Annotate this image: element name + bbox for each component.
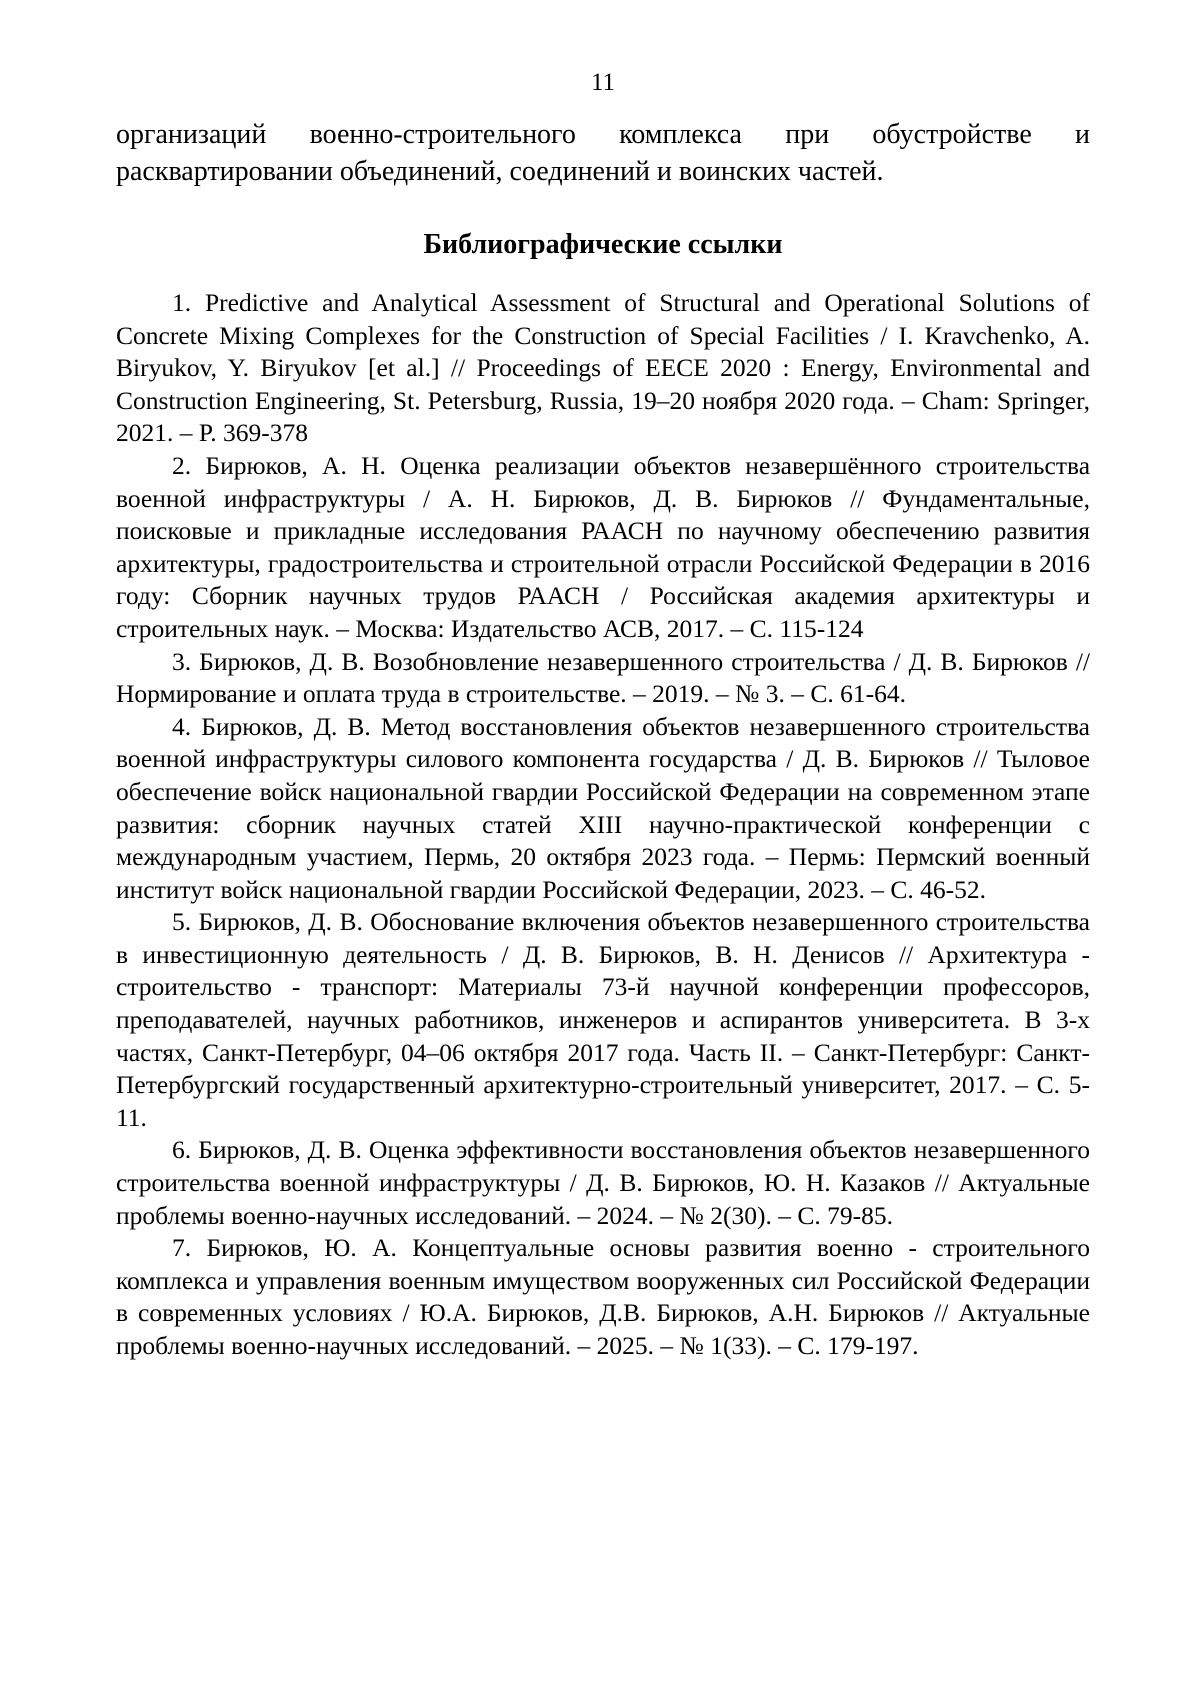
reference-item [116, 1232, 1090, 1362]
reference-item [116, 450, 1090, 646]
reference-list [116, 287, 1090, 1363]
page-number: 11 [590, 69, 616, 96]
reference-item [116, 711, 1090, 907]
reference-text: Бирюков, Д. В. Обоснование включения объектов незавершенного строительства в инвестиционную деятельность / Д. В. Бирюков, В. Н. Денисов // Архитектура - строительство - транспорт: Материалы 73-й научной конференции профессоров, преподавателей, научных работников, инженеров и аспирантов университета. В 3-х частях, Санкт-Петербург, 04–06 октября 2017 года. Часть II. – Санкт-Петербург: Санкт-Петербургский государственный архитектурно-строительный университет, 2017. – С. 5-11. [116, 907, 1091, 1132]
document-page [116, 68, 1090, 1363]
reference-text: Predictive and Analytical Assessment of Structural and Operational Solutions of Concrete Mixing Complexes for the Construction of Special Facilities / I. Kravchenko, A. Biryukov, Y. Biryukov [et al.] // Proceedings of EECE 2020 : Energy, Environmental and Construction Engineering, St. Petersburg, Russia, 19–20 ноября 2020 года. – Cham: Springer, 2021. – P. 369-378 [116, 288, 1090, 448]
bibliography-heading: Библиографические ссылки [423, 229, 783, 260]
reference-text: Бирюков, Ю. А. Концептуальные основы развития военно - строительного комплекса и управления военным имуществом вооруженных сил Российской Федерации в современных условиях / Ю.А. Бирюков, Д.В. Бирюков, А.Н. Бирюков // Актуальные проблемы военно-научных исследований. – 2025. – № 1(33). – С. 179-197. [116, 1233, 1090, 1360]
intro-paragraph: организаций военно-строительного комплекса при обустройстве и расквартировании объединений, соединений и воинских частей. [116, 119, 1090, 187]
reference-number: 3. [172, 646, 192, 676]
reference-number: 7. [172, 1233, 192, 1263]
reference-number: 1. [172, 288, 192, 317]
reference-text: Бирюков, А. Н. Оценка реализации объектов незавершённого строительства военной инфраструктуры / А. Н. Бирюков, Д. В. Бирюков // Фундаментальные, поисковые и прикладные исследования РААСН по научному обеспечению развития архитектуры, градостроительства и строительной отрасли Российской Федерации в 2016 году: Сборник научных трудов РААСН / Российская академия архитектуры и строительных наук. – Москва: Издательство АСВ, 2017. – С. 115-124 [116, 450, 1091, 643]
reference-number: 2. [172, 450, 192, 480]
reference-number: 5. [172, 907, 192, 937]
reference-item [116, 287, 1090, 450]
reference-item [116, 906, 1090, 1134]
reference-item [116, 1134, 1090, 1232]
reference-number: 6. [172, 1135, 192, 1165]
reference-text: Бирюков, Д. В. Возобновление незавершенного строительства / Д. В. Бирюков // Нормирование и оплата труда в строительстве. – 2019. – № 3. – С. 61-64. [116, 646, 1091, 709]
reference-number: 4. [172, 711, 192, 741]
reference-text: Бирюков, Д. В. Оценка эффективности восстановления объектов незавершенного строительства военной инфраструктуры / Д. В. Бирюков, Ю. Н. Казаков // Актуальные проблемы военно-научных исследований. – 2024. – № 2(30). – С. 79-85. [116, 1135, 1090, 1230]
reference-item [116, 646, 1090, 711]
reference-text: Бирюков, Д. В. Метод восстановления объектов незавершенного строительства военной инфраструктуры силового компонента государства / Д. В. Бирюков // Тыловое обеспечение войск национальной гвардии Российской Федерации на современном этапе развития: сборник научных статей XIII научно-практической конференции с международным участием, Пермь, 20 октября 2023 года. – Пермь: Пермский военный институт войск национальной гвардии Российской Федерации, 2023. – С. 46-52. [116, 711, 1090, 904]
